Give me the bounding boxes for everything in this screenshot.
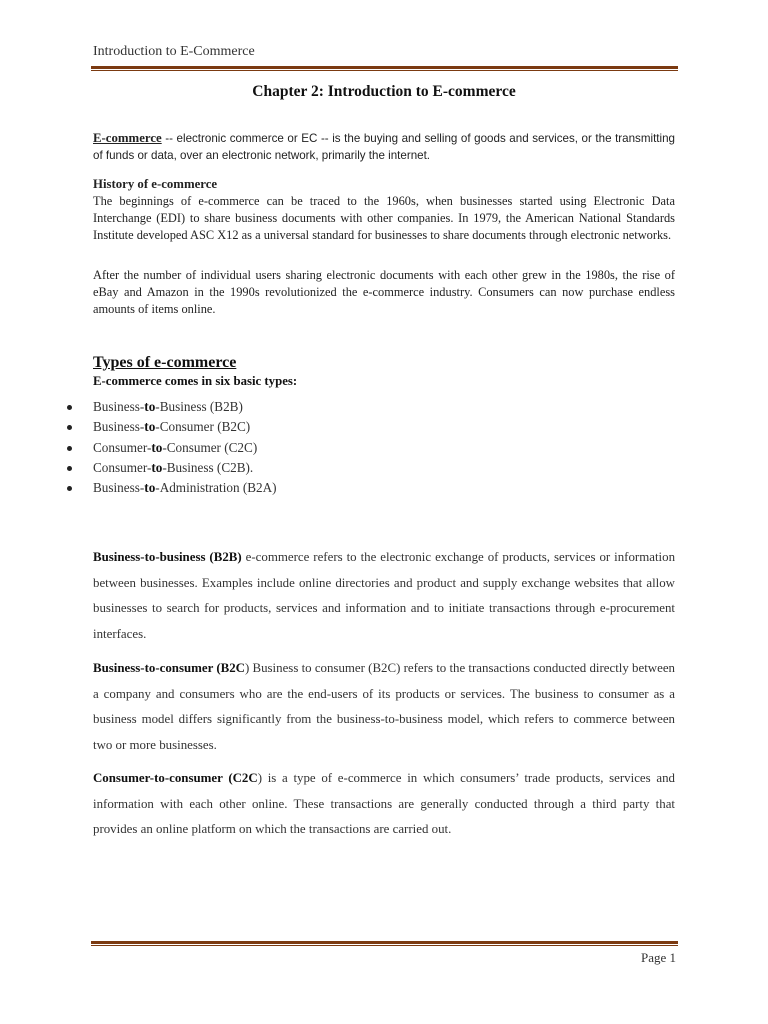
chapter-title: Chapter 2: Introduction to E-commerce (252, 83, 516, 100)
bullet-icon (67, 486, 72, 491)
definition-text: -- electronic commerce or EC -- is the buying and selling of goods and services, or the transmitting of funds or data, over an electronic network, primarily the internet. (93, 132, 675, 162)
running-header-title: Introduction to E-Commerce (93, 44, 255, 59)
header-rule (91, 66, 678, 71)
b2b-paragraph (93, 545, 675, 647)
definition-paragraph (93, 130, 675, 164)
history-paragraph-1: The beginnings of e-commerce can be traced to the 1960s, when businesses started using Electronic Data Interchange (EDI) to share business documents with other companies. In 1979, the American National Standards Institute developed ASC X12 as a universal standard for businesses to share documents through electronic networks. (93, 194, 675, 242)
b2b-term: Business-to-business (B2B) (93, 550, 242, 564)
b2b-text: e-commerce refers to the electronic exchange of products, services or information between businesses. Examples include online directories and product and supply exchange websites that allow businesses to search for products, services and information and to initiate transactions through e-procurement interfaces. (93, 550, 676, 641)
history-heading: History of e-commerce (93, 177, 218, 191)
types-subheading: E-commerce comes in six basic types: (93, 374, 298, 388)
c2c-term: Consumer-to-consumer (C2C (93, 771, 258, 785)
list-item: Business-to-Consumer (B2C) (60, 419, 277, 439)
b2c-term: Business-to-consumer (B2C (93, 661, 245, 675)
types-list (60, 399, 277, 500)
footer-rule-thin (91, 945, 678, 946)
list-item: Consumer-to-Consumer (C2C) (60, 440, 277, 460)
list-item: Business-to-Administration (B2A) (60, 480, 277, 500)
header-rule-thick (91, 66, 678, 69)
footer-rule (91, 941, 678, 946)
bullet-icon (67, 446, 72, 451)
page-number: Page 1 (640, 950, 676, 965)
types-heading: Types of e-commerce (93, 354, 237, 371)
bullet-icon (67, 405, 72, 410)
c2c-text: ) is a type of e-commerce in which consumers’ trade products, services and information with each other online. These transactions are generally conducted through a third party that provides an online platform on which the transactions are carried out. (93, 771, 675, 836)
history-paragraph-2: After the number of individual users sharing electronic documents with each other grew in the 1980s, the rise of eBay and Amazon in the 1990s revolutionized the e-commerce industry. Consumers can now purchase endless amounts of items online. (93, 268, 675, 316)
list-item: Consumer-to-Business (C2B). (60, 460, 277, 480)
header-rule-thin (91, 70, 678, 71)
list-item: Business-to-Business (B2B) (60, 399, 277, 419)
c2c-paragraph (93, 766, 675, 843)
history-section (93, 176, 675, 244)
bullet-icon (67, 425, 72, 430)
b2c-text: ) Business to consumer (B2C) refers to the transactions conducted directly between a company and consumers who are the end-users of its products or services. The business to consumer as a business model differs significantly from the business-to-business model, which refers to commerce between two or more businesses. (93, 661, 675, 752)
b2c-paragraph (93, 656, 675, 758)
definition-term: E-commerce (93, 131, 162, 145)
bullet-icon (67, 466, 72, 471)
footer-rule-thick (91, 941, 678, 944)
